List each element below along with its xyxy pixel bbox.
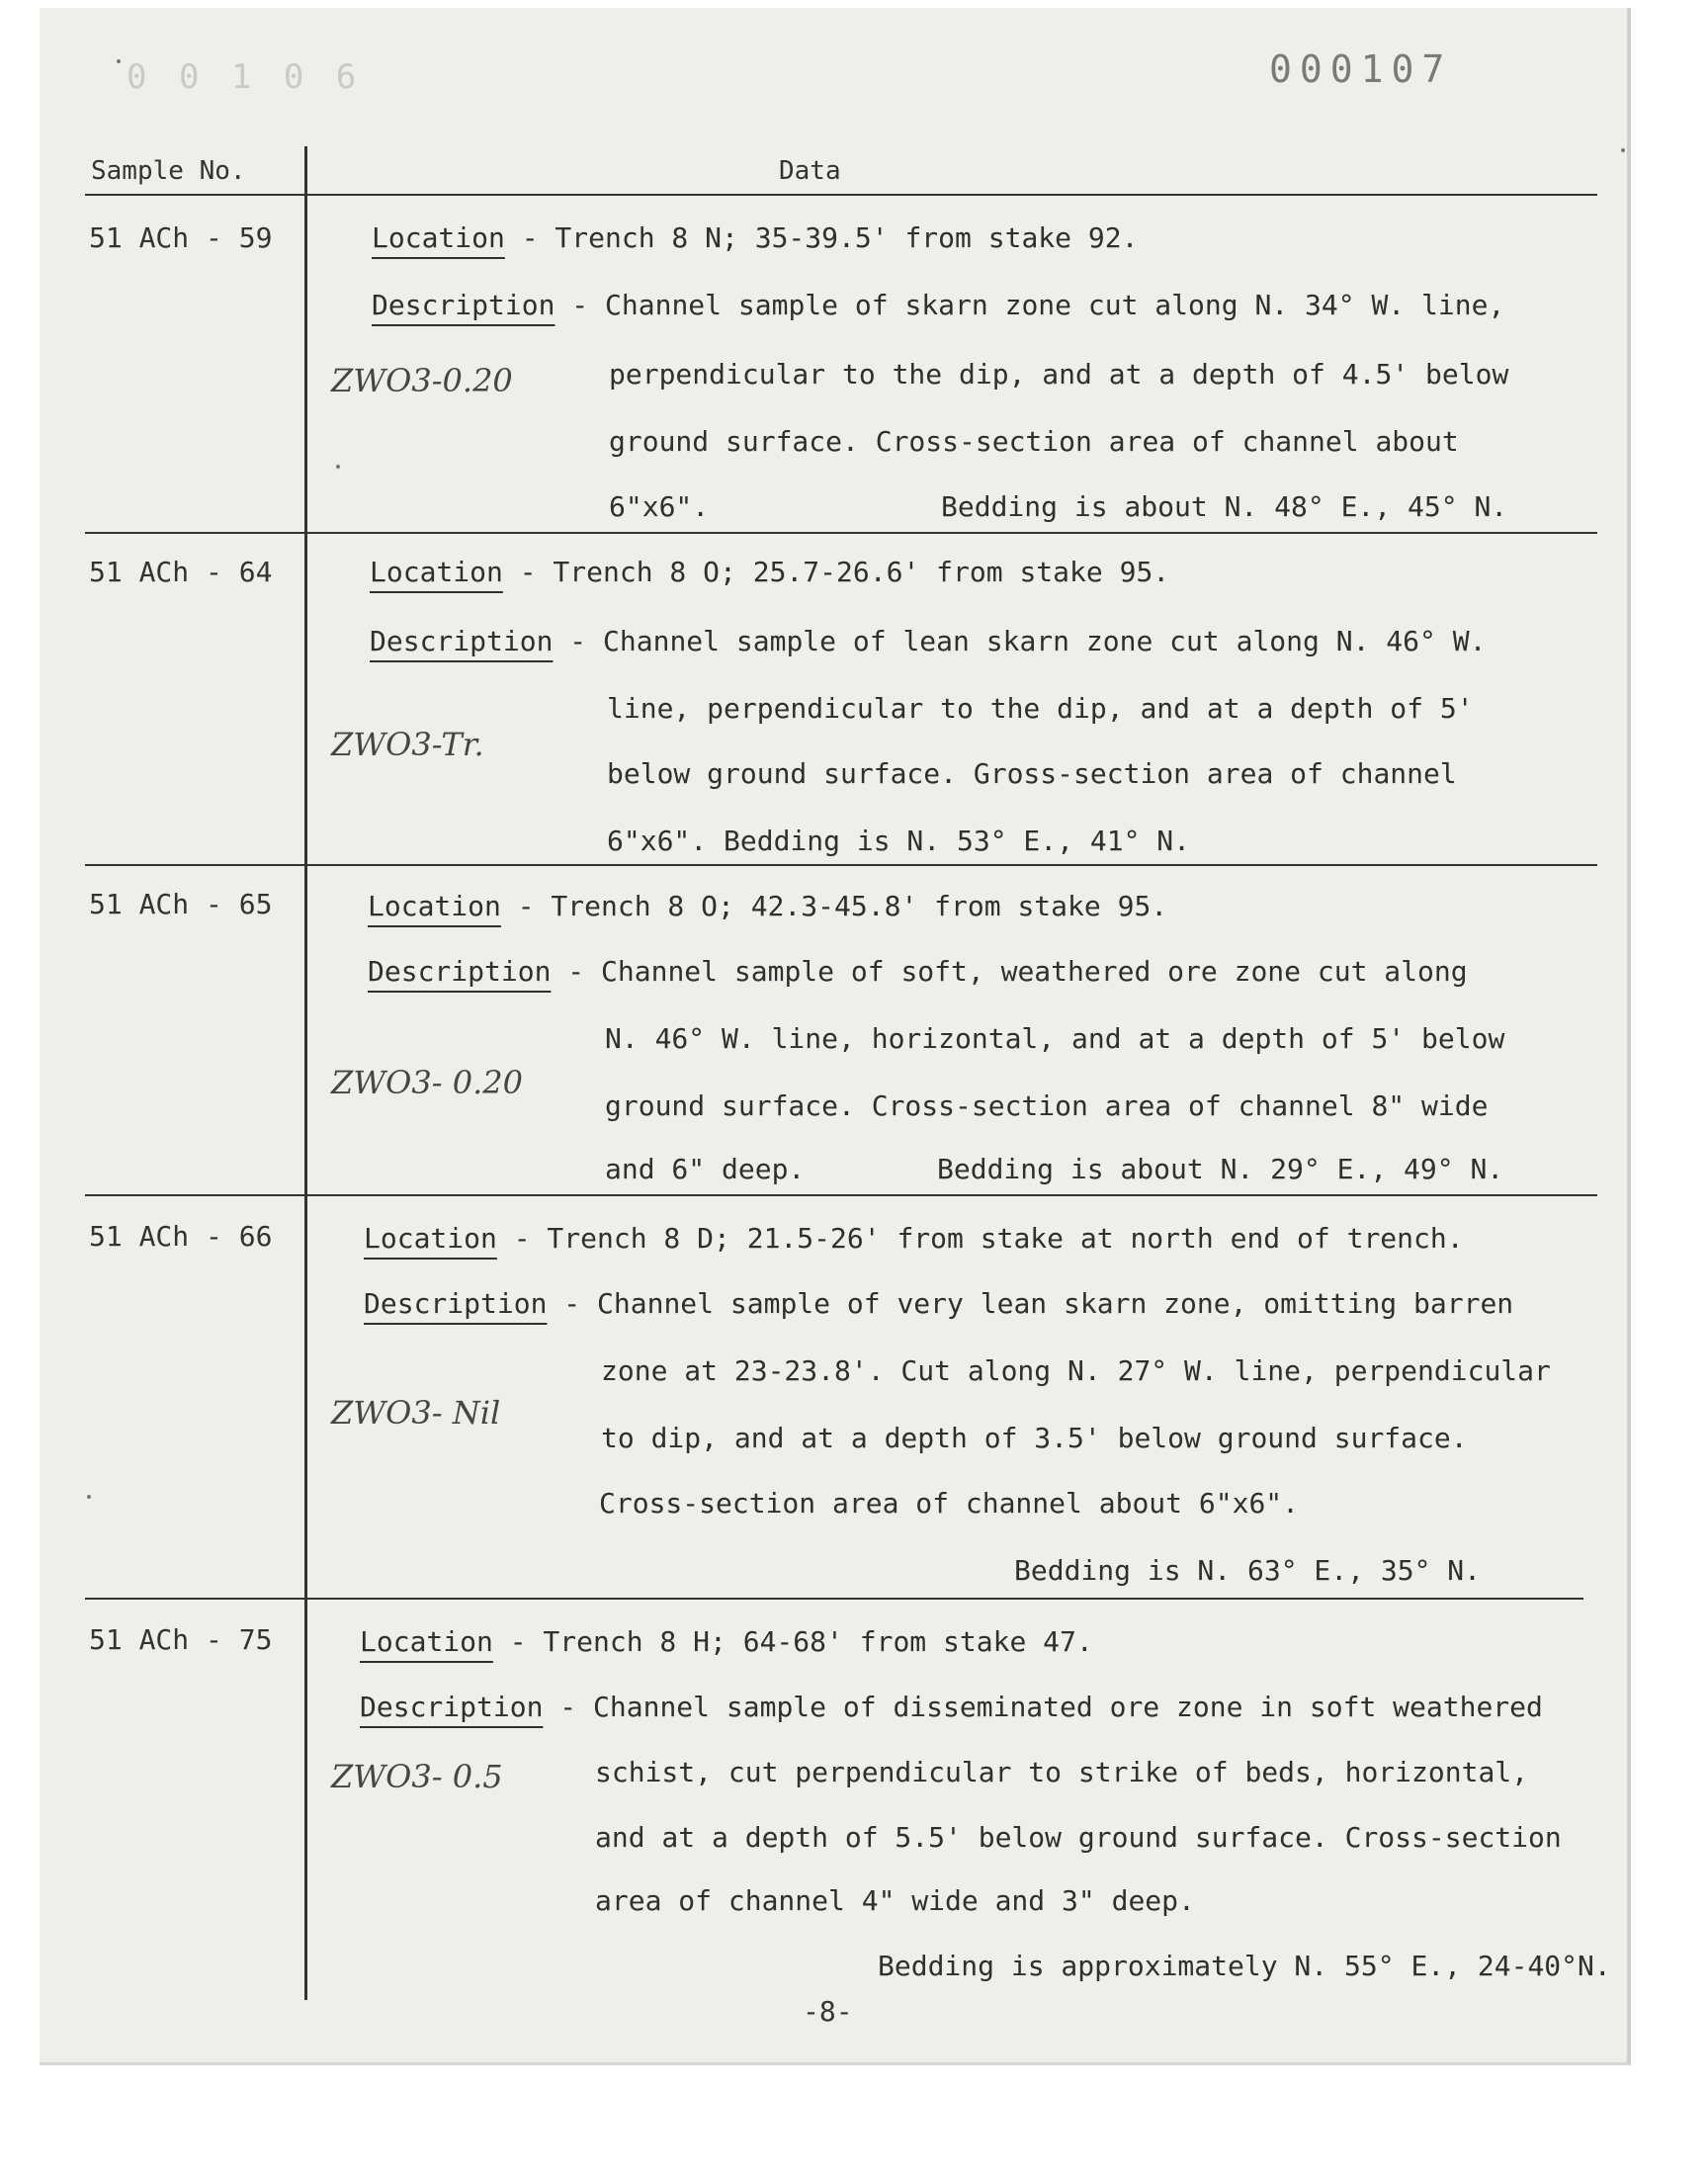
description-continuation: zone at 23-23.8'. Cut along N. 27° W. line, perpendicular (601, 1354, 1551, 1387)
assay-note: ZWO3- 0.20 (331, 1064, 523, 1101)
description-text: - Channel sample of lean skarn zone cut along N. 46° W. (553, 625, 1487, 657)
description-continuation: and at a depth of 5.5' below ground surface. Cross-section (595, 1821, 1562, 1854)
description-text: - Channel sample of soft, weathered ore zone cut along (551, 955, 1468, 988)
scan-speck (336, 465, 340, 469)
description-continuation: below ground surface. Gross-section area of channel (607, 757, 1457, 790)
scan-speck (1621, 148, 1625, 152)
location-text: - Trench 8 N; 35-39.5' from stake 92. (504, 221, 1139, 254)
description-continuation: perpendicular to the dip, and at a depth of 4.5' below (609, 358, 1509, 391)
column-divider (304, 146, 307, 2000)
location-line (368, 890, 1167, 922)
scan-speck (87, 1495, 91, 1499)
description-label: Description (368, 955, 552, 988)
location-label: Location (364, 1222, 497, 1255)
bedding-text: Bedding is approximately N. 55° E., 24-40°N. (878, 1950, 1611, 1982)
description-label: Description (360, 1691, 544, 1723)
description-label: Description (370, 625, 554, 657)
sample-number: 51 ACh - 64 (89, 556, 273, 588)
location-text: - Trench 8 D; 21.5-26' from stake at north end of trench. (496, 1222, 1464, 1255)
description-continuation: 6"x6". Bedding is N. 53° E., 41° N. (607, 825, 1191, 857)
scan-speck (117, 59, 121, 63)
description-continuation: and 6" deep. (605, 1153, 806, 1185)
location-label: Location (372, 221, 505, 254)
description-text: - Channel sample of skarn zone cut along N. 34° W. line, (555, 289, 1505, 321)
description-continuation: 6"x6". (609, 490, 710, 523)
sample-number: 51 ACh - 75 (89, 1623, 273, 1656)
description-continuation: Cross-section area of channel about 6"x6". (599, 1487, 1300, 1520)
description-label: Description (364, 1287, 548, 1320)
description-continuation: line, perpendicular to the dip, and at a depth of 5' (607, 692, 1474, 725)
sample-number: 51 ACh - 59 (89, 221, 273, 254)
description-continuation: ground surface. Cross-section area of channel 8" wide (605, 1089, 1489, 1122)
assay-note: ZWO3- Nil (331, 1394, 501, 1432)
location-text: - Trench 8 O; 42.3-45.8' from stake 95. (500, 890, 1168, 922)
location-line (370, 556, 1169, 588)
assay-note: ZWO3-Tr. (331, 726, 484, 763)
sample-number: 51 ACh - 65 (89, 888, 273, 920)
description-continuation: N. 46° W. line, horizontal, and at a depth of 5' below (605, 1022, 1505, 1055)
sample-column-header: Sample No. (91, 156, 246, 186)
description-label: Description (372, 289, 555, 321)
document-number: 000107 (1269, 47, 1453, 91)
bedding-text: Bedding is N. 63° E., 35° N. (1014, 1554, 1482, 1587)
entry-divider (85, 864, 1597, 866)
description-continuation: area of channel 4" wide and 3" deep. (595, 1884, 1195, 1917)
entry-divider (85, 1598, 1583, 1600)
location-line (364, 1222, 1464, 1255)
bleed-through-number: 0 0 1 0 6 (127, 57, 363, 97)
location-text: - Trench 8 O; 25.7-26.6' from stake 95. (502, 556, 1170, 588)
description-line (372, 289, 1504, 321)
description-line (368, 955, 1468, 988)
location-label: Location (368, 890, 501, 922)
description-continuation: to dip, and at a depth of 3.5' below ground surface. (601, 1422, 1468, 1454)
page-number: -8- (803, 1995, 853, 2028)
assay-note: ZWO3- 0.5 (331, 1758, 503, 1795)
description-line (360, 1691, 1543, 1723)
description-continuation: schist, cut perpendicular to strike of beds, horizontal, (595, 1756, 1529, 1788)
header-rule (85, 194, 1597, 196)
description-text: - Channel sample of very lean skarn zone, omitting barren (547, 1287, 1514, 1320)
location-label: Location (360, 1625, 493, 1658)
description-text: - Channel sample of disseminated ore zone in soft weathered (543, 1691, 1543, 1723)
description-line (370, 625, 1486, 657)
bedding-text: Bedding is about N. 48° E., 45° N. (941, 490, 1508, 523)
description-line (364, 1287, 1513, 1320)
data-column-header: Data (779, 156, 841, 186)
location-label: Location (370, 556, 503, 588)
assay-note: ZWO3-0.20 (331, 362, 513, 399)
description-continuation: ground surface. Cross-section area of channel about (609, 425, 1459, 458)
entry-divider (85, 532, 1597, 534)
location-text: - Trench 8 H; 64-68' from stake 47. (492, 1625, 1093, 1658)
entry-divider (85, 1194, 1597, 1196)
bedding-text: Bedding is about N. 29° E., 49° N. (937, 1153, 1504, 1185)
location-line (360, 1625, 1093, 1658)
sample-number: 51 ACh - 66 (89, 1220, 273, 1253)
location-line (372, 221, 1138, 254)
